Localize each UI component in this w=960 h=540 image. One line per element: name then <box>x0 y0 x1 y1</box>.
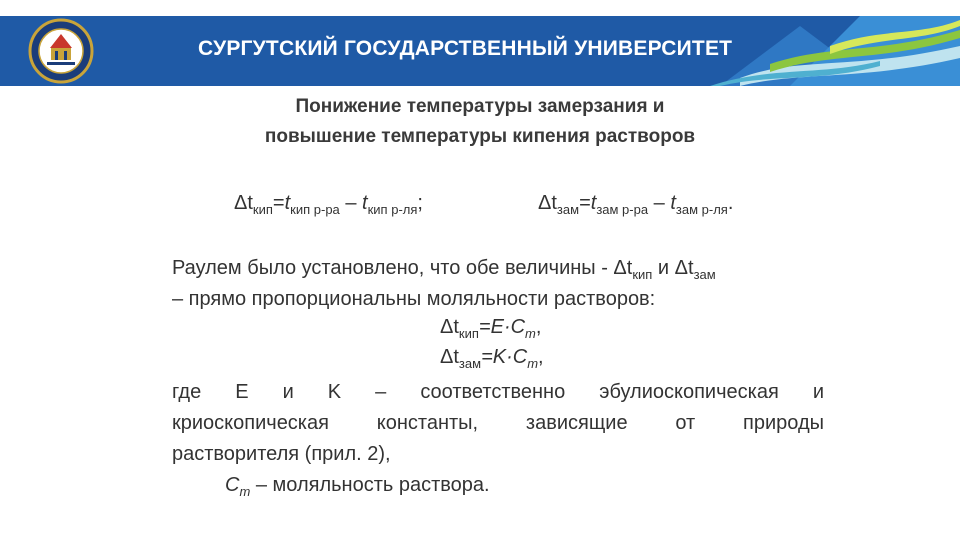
formula-punctuation: , <box>538 346 544 368</box>
formula-subscript: зам <box>458 356 482 371</box>
formula-symbol: C <box>225 474 240 496</box>
formula-symbol: Δt <box>234 192 253 214</box>
formula-subscript: зам р-ра <box>596 202 649 217</box>
formula-symbol: Δt <box>538 192 557 214</box>
cryoscopic-equation <box>440 346 544 371</box>
formula-operator: – <box>339 192 363 214</box>
boiling-formula <box>234 192 423 217</box>
formula-symbol: t <box>284 192 291 214</box>
formula-subscript: зам р-ля <box>675 202 728 217</box>
molality-definition <box>225 470 785 507</box>
formula-symbol: t <box>670 192 676 214</box>
where-clause-line-1: где E и K – соответственно эбулиоскопическая и <box>172 381 824 403</box>
formula-subscript: кип <box>252 202 273 217</box>
formula-operator: = <box>272 192 285 214</box>
formula-operator: – <box>648 192 671 214</box>
formula-punctuation: ; <box>417 192 423 214</box>
header-title: СУРГУТСКИЙ ГОСУДАРСТВЕННЫЙ УНИВЕРСИТЕТ <box>198 37 733 60</box>
formula-symbol: t <box>590 192 597 214</box>
where-clause-line-2: криоскопическая константы, зависящие от природы <box>172 412 824 434</box>
raoult-paragraph-line-2: – прямо пропорциональны моляльности растворов: <box>172 288 656 310</box>
university-seal-icon <box>22 18 100 84</box>
formula-subscript: кип <box>458 326 479 341</box>
formula-punctuation: . <box>727 192 734 214</box>
formula-operator: = <box>579 192 591 214</box>
formula-symbol: t <box>362 192 368 214</box>
formula-subscript: кип р-ля <box>367 202 418 217</box>
formula-subscript: зам <box>693 267 716 282</box>
freezing-formula <box>538 192 733 217</box>
formula-punctuation: , <box>535 316 542 338</box>
paragraph-text: Раулем было установлено, что обе величины - Δt <box>172 257 633 279</box>
formula-subscript: m <box>527 356 539 371</box>
formula-subscript: зам <box>556 202 580 217</box>
formula-expression: =K·C <box>481 346 528 368</box>
ebullioscopic-equation <box>440 316 541 341</box>
definition-text: – моляльность раствора. <box>250 474 490 496</box>
paragraph-text: и Δt <box>652 257 694 279</box>
formula-expression: =E·C <box>478 316 526 338</box>
formula-subscript: m <box>239 484 251 499</box>
where-clause-line-3: растворителя (прил. 2), <box>172 443 391 465</box>
formula-subscript: m <box>525 326 536 341</box>
formula-symbol: Δt <box>440 316 459 338</box>
decorative-waves-icon <box>680 16 960 86</box>
formula-subscript: кип <box>632 267 653 282</box>
header-bar <box>0 16 960 86</box>
slide-title-line-2: повышение температуры кипения растворов <box>264 126 696 147</box>
slide-title-line-1: Понижение температуры замерзания и <box>295 96 665 117</box>
formula-symbol: Δt <box>440 346 459 368</box>
formula-subscript: кип р-ра <box>290 202 340 217</box>
